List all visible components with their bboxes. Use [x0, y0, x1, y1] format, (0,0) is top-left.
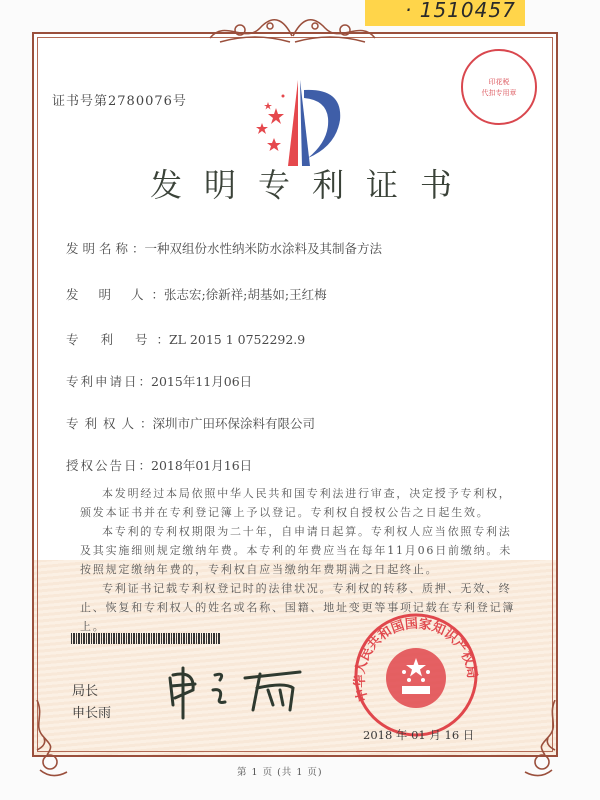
field-label: 专利申请日 — [66, 374, 139, 389]
ornament-top-icon — [205, 14, 380, 46]
field-patent-number: 专 利 号：ZL 2015 1 0752292.9 — [66, 332, 306, 347]
field-label: 发 明 人 — [66, 287, 152, 302]
field-label: 专利权人 — [66, 416, 141, 431]
ornament-corner-bottom-left-icon — [32, 700, 72, 780]
page-title: 发明专利证书 — [149, 166, 474, 204]
seal-stamp-tax-icon — [458, 46, 540, 128]
sticky-note — [365, 0, 525, 26]
sticky-note-text: · 1510457 — [405, 0, 516, 22]
field-application-date: 专利申请日：2015年11月06日 — [66, 374, 253, 389]
field-value: 一种双组份水性纳米防水涂料及其制备方法 — [144, 241, 383, 256]
page-info: 第 1 页 (共 1 页) — [237, 767, 323, 778]
field-value: 2015年11月06日 — [151, 374, 253, 389]
field-invention-name: 发明名称：一种双组份水性纳米防水涂料及其制备方法 — [66, 241, 383, 256]
field-value: 2018年01月16日 — [151, 458, 253, 473]
director-name: 申长雨 — [72, 706, 112, 721]
ornament-corner-bottom-right-icon — [520, 700, 560, 780]
barcode-icon — [71, 633, 221, 644]
issue-date: 2018 年 01 月 16 日 — [363, 728, 475, 742]
signature-icon — [165, 660, 305, 720]
certificate-number: 证书号第2780076号 — [52, 94, 187, 109]
field-inventors: 发 明 人：张志宏;徐新祥;胡基如;王红梅 — [66, 287, 327, 302]
field-label: 授权公告日 — [66, 458, 139, 473]
field-label: 发明名称 — [66, 241, 133, 256]
field-label: 专 利 号 — [66, 332, 157, 347]
field-patentee: 专利权人：深圳市广田环保涂料有限公司 — [66, 416, 316, 431]
seal-top-line2: 代扣专用章 — [481, 89, 517, 97]
seal-main-text: 中华人民共和国国家知识产权局 — [352, 616, 480, 704]
field-value: ZL 2015 1 0752292.9 — [168, 332, 306, 347]
seal-top-line1: 印花税 — [488, 78, 510, 86]
field-grant-date: 授权公告日：2018年01月16日 — [66, 458, 253, 473]
director-title: 局长 — [72, 684, 99, 699]
field-value: 深圳市广田环保涂料有限公司 — [152, 416, 316, 431]
cnipa-logo-icon — [248, 78, 348, 168]
field-value: 张志宏;徐新祥;胡基如;王红梅 — [163, 287, 327, 302]
seal-stamp-cnipa-icon — [346, 610, 486, 740]
body-paragraph: 专利证书记载专利权登记时的法律状况。专利权的转移、质押、无效、终止、恢复和专利权人的姓名或名称、国籍、地址变更等事项记载在专利登记簿上。 — [80, 582, 516, 633]
body-paragraph: 本专利的专利权期限为二十年，自申请日起算。专利权人应当依照专利法及其实施细则规定缴纳年费。本专利的年费应当在每年11月06日前缴纳。未按照规定缴纳年费的，专利权自应当缴纳年费期满之日起终止。 — [80, 525, 512, 576]
body-paragraph: 本发明经过本局依照中华人民共和国专利法进行审查，决定授予专利权，颁发本证书并在专利登记簿上予以登记。专利权自授权公告之日起生效。 — [80, 487, 512, 519]
